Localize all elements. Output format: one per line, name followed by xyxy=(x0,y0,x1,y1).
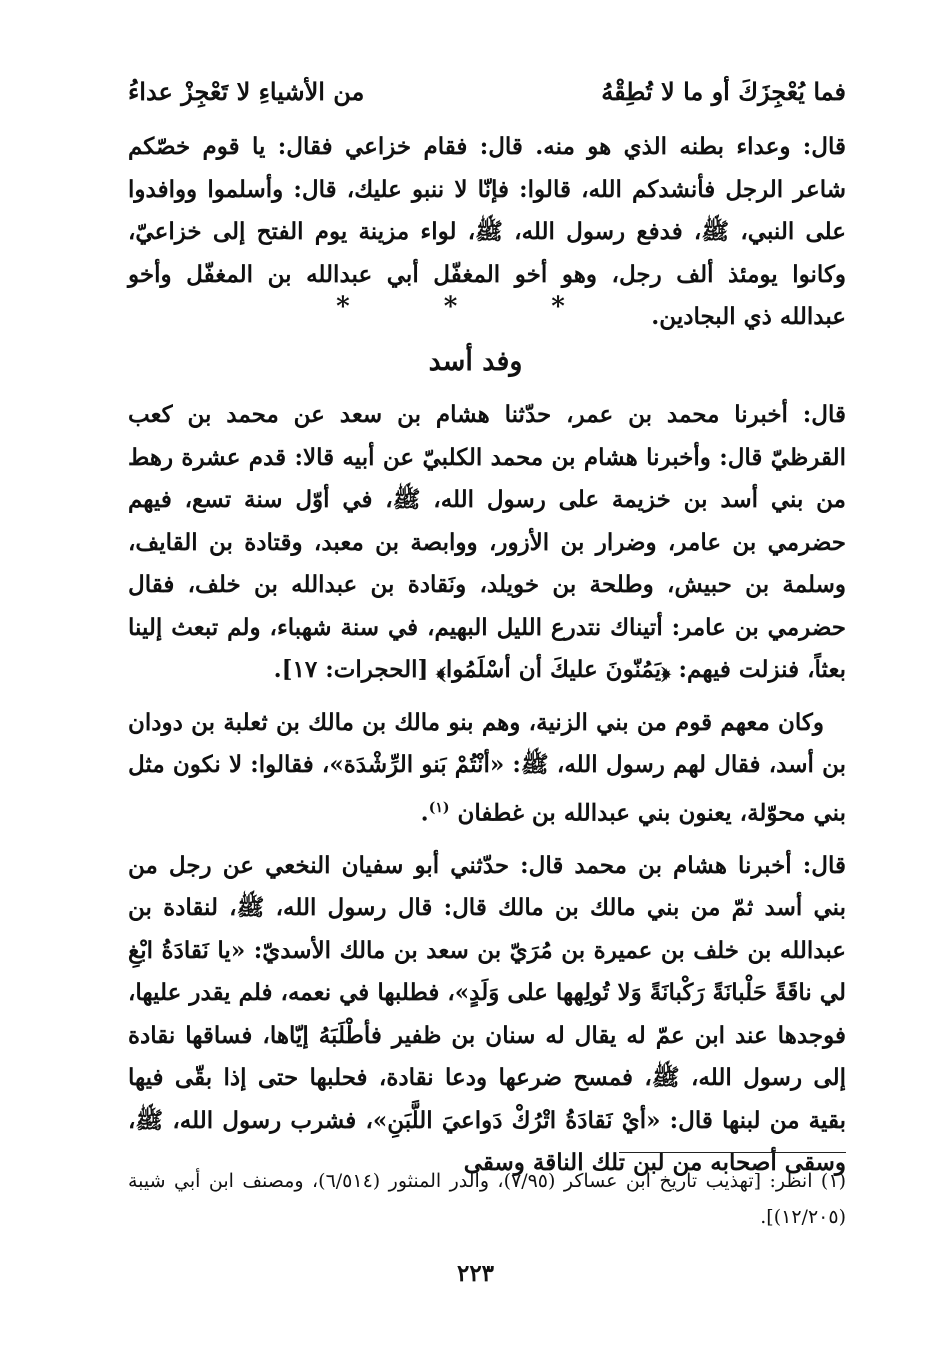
paragraph-asad-delegation: قال: أخبرنا محمد بن عمر، حدّثنا هشام بن سعد عن محمد بن كعب القرظيّ قال: وأخبرنا هشام بن محمد الكلبيّ عن أبيه قالا: قدم عشرة رهط من بني أسد بن خزيمة على رسول الله، ﷺ، في أوّل سنة تسع، فيهم حضرمي بن عامر، وضرار بن الأزور، ووابصة بن معبد، وقتادة بن القايف، وسلمة بن حبيش، وطلحة بن خويلد، ونَقادة بن عبدالله بن خلف، فقال حضرمي بن عامر: أتيناك نتدرع الليل البهيم، في سنة شهباء، ولم تبعث إلينا بعثاً، فنزلت فيهم: ﴿يَمُنّونَ عليكَ أن أسْلَمُوا﴾ [الحجرات: ١٧]. xyxy=(128,401,846,683)
section-heading: وفد أسد xyxy=(428,346,523,377)
paragraph-bani-zinya xyxy=(128,702,846,835)
footnote-reference[interactable]: (١) xyxy=(428,799,450,816)
paragraph-bani-zinya-text: وكان معهم قوم من بني الزنية، وهم بنو مالك بن مالك بن ثعلبة بن دودان بن أسد، فقال لهم رسول الله، ﷺ: «أنْتُمْ بَنو الرِّشْدَة»، فقالوا: لا نكون مثل بني محوّلة، يعنون بني عبدالله بن غطفان xyxy=(128,708,846,827)
section-separator xyxy=(0,292,951,322)
separator-star: * xyxy=(336,292,400,322)
verse-first-hemistich: فما يُعْجِزَكَ أو ما لا تُطِقْهُ xyxy=(601,77,846,106)
paragraph-khuzaa: قال: وعداء بطنه الذي هو منه. قال: فقام خزاعي فقال: يا قوم خصّكم شاعر الرجل فأنشدكم الله، قالوا: فإنّا لا ننبو عليك، قال: وأسلموا ووافدوا على النبي، ﷺ، فدفع رسول الله، ﷺ، لواء مزينة يوم الفتح إلى خزاعيّ، وكانوا يومئذ ألف رجل، وهو أخو المغفّل أبي عبدالله بن المغفّل وأخو عبدالله ذي البجادين. xyxy=(128,133,846,330)
poem-verse xyxy=(128,72,846,112)
verse-second-hemistich: من الأشياءِ لا تَعْجِزْ عداءُ xyxy=(128,77,365,106)
separator-star: * xyxy=(443,292,508,322)
footnote: (١) انظر: [تهذيب تاريخ ابن عساكر (٧/٩٥)، والدر المنثور (٦/٥١٤)، ومصنف ابن أبي شيبة (١٢/٢٠٥)]. xyxy=(128,1170,846,1228)
separator-star: * xyxy=(551,292,615,322)
paragraph-bani-zinya-end: . xyxy=(420,799,429,827)
page-number: ٢٢٣ xyxy=(456,1260,495,1287)
section-asad-text xyxy=(128,394,846,1185)
paragraph-naqada: قال: أخبرنا هشام بن محمد قال: حدّثني أبو سفيان النخعي عن رجل من بني أسد ثمّ من بني مالك بن مالك قال: قال رسول الله، ﷺ، لنقادة بن عبدالله بن خلف بن عميرة بن مُرَيّ بن سعد بن مالك الأسديّ: «يا نَقادَةُ ابْغِ لي ناقَةً حَلْبانَةً رَكْبانَةً وَلا تُولِهها على وَلَدٍ»، فطلبها في نعمه، فلم يقدر عليها، فوجدها عند ابن عمّ له يقال له سنان بن ظفير فأطْلَبَهُ إيّاها، فساقها نقادة إلى رسول الله، ﷺ، فمسح ضرعها ودعا نقادة، فحلبها حتى إذا بقّى فيها بقية من لبنها قال: «أيْ نَقادَةُ اتْرُكْ دَواعيَ اللَّبَنِ»، فشرب رسول الله، ﷺ، وسقى أصحابه من لبن تلك الناقة وسقى xyxy=(128,851,846,1177)
footnote-divider xyxy=(619,1152,846,1153)
